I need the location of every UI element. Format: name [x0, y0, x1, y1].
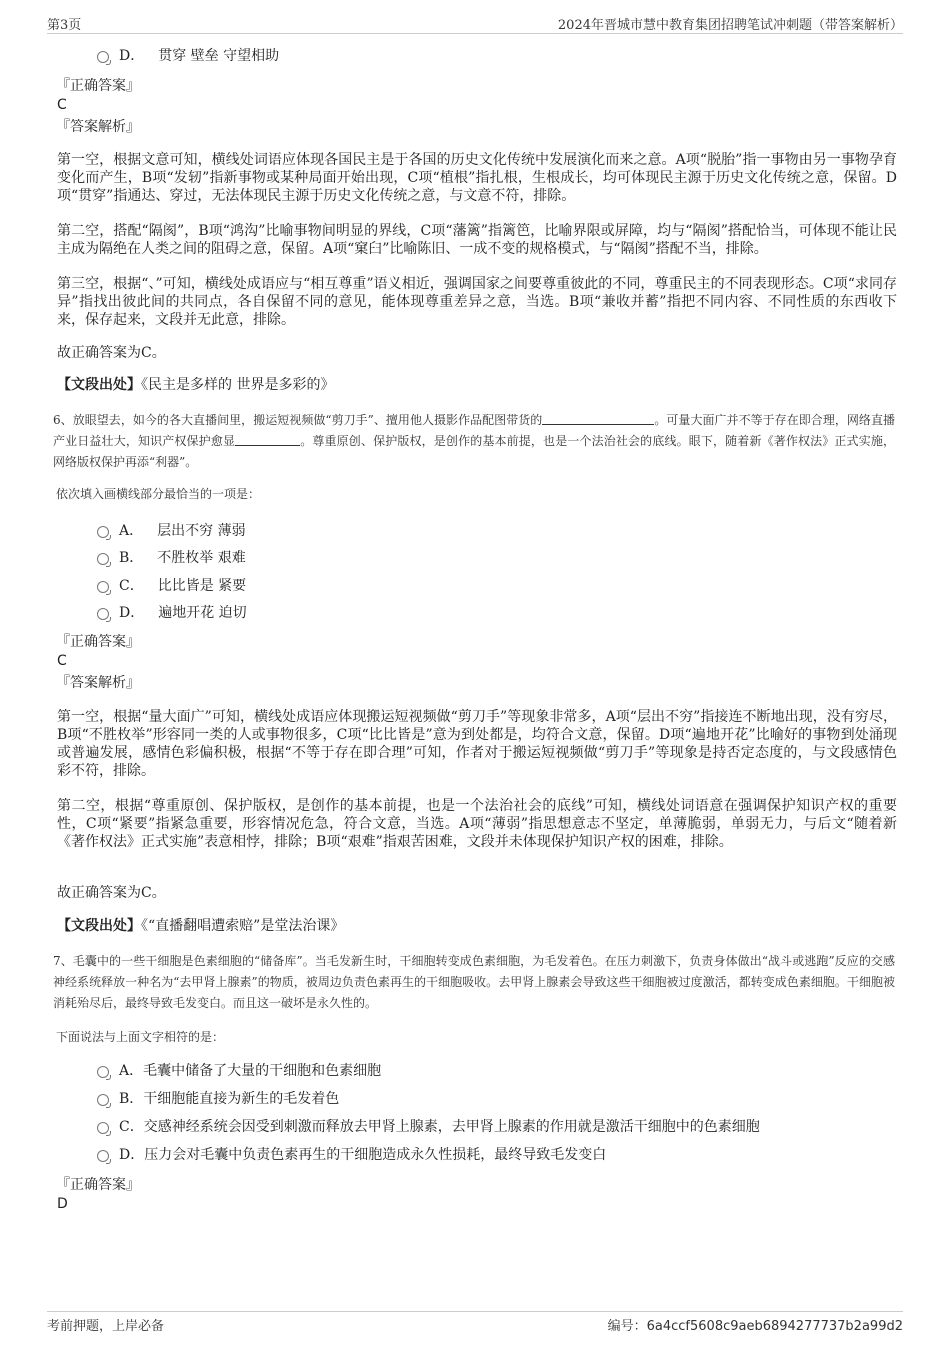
option-text: 贯穿 壁垒 守望相助	[158, 48, 280, 64]
q6-option-c[interactable]	[97, 576, 246, 596]
q6-stem-part-3: 。尊重原创、保护版权，是创作的基本前提，也是一个法治社会的底线。眼下，随着新《著作权法》正式实施，网络版权保护再添“利器”。	[53, 434, 895, 469]
option-letter: D．	[119, 48, 145, 64]
option-text: 压力会对毛囊中负责色素再生的干细胞造成永久性损耗，最终导致毛发变白	[144, 1147, 607, 1163]
q6-stem-part-2: 。可量大面广并不等于存在即合理，网络直播产业日益壮大，知识产权保护愈显	[53, 413, 895, 448]
q7-stem: 7、毛囊中的一些干细胞是色素细胞的“储备库”。当毛发新生时，干细胞转变成色素细胞，为毛发着色。在压力刺激下，负责身体做出“战斗或逃跑”反应的交感神经系统释放一种名为“去甲肾上腺素”的物质，被周边负责色素再生的干细胞吸收。去甲肾上腺素会导致这些干细胞被过度激活，都转变成色素细胞。干细胞被消耗殆尽后，最终导致毛发变白。而且这一破坏是永久性的。	[53, 954, 895, 1010]
q6-analysis-label: 『答案解析』	[56, 675, 140, 691]
q5-analysis-paragraph-1: 第一空，根据文意可知，横线处词语应体现各国民主是于各国的历史文化传统中发展演化而来之意。A项“脱胎”指一事物由另一事物孕育变化而产生，B项“发轫”指新事物或某种局面开始出现，C项“植根”指扎根，生根成长，均可体现民主源于历史文化传统之意，保留。D项“贯穿”指通达、穿过，无法体现民主源于历史文化传统之意，与文意不符，排除。	[57, 152, 897, 204]
radio-button-icon[interactable]	[97, 1094, 109, 1106]
source-bracket-label: 【文段出处】	[57, 918, 141, 934]
answer-blank	[235, 432, 300, 446]
q6-stem-part-1: 6、放眼望去，如今的各大直播间里，搬运短视频做“剪刀手”、擅用他人摄影作品配图带货的	[53, 413, 543, 427]
radio-button-icon[interactable]	[97, 553, 109, 565]
document-code-label: 编号：	[607, 1319, 647, 1334]
option-letter: C．	[119, 578, 144, 594]
q5-conclusion: 故正确答案为C。	[57, 345, 166, 361]
q6-source	[57, 916, 344, 936]
q6-option-d[interactable]	[97, 603, 247, 623]
q7-option-c[interactable]	[97, 1117, 760, 1137]
option-letter: D．	[119, 605, 145, 621]
source-bracket-label: 【文段出处】	[57, 377, 141, 393]
page-header	[47, 14, 903, 34]
answer-blank	[542, 411, 654, 425]
source-title: 《民主是多样的 世界是多彩的》	[141, 377, 335, 393]
q5-analysis-paragraph-2: 第二空，搭配“隔阂”，B项“鸿沟”比喻事物间明显的界线，C项“藩篱”指篱笆，比喻界限或屏障，均与“隔阂”搭配恰当，可体现不能让民主成为隔绝在人类之间的阻碍之意，保留。A项“窠臼”比喻陈旧、一成不变的规格模式，与“隔阂”搭配不当，排除。	[57, 223, 897, 257]
radio-button-icon[interactable]	[97, 1066, 109, 1078]
q7-correct-answer-value: D	[57, 1196, 68, 1212]
option-text: 不胜枚举 艰难	[157, 550, 246, 566]
radio-button-icon[interactable]	[97, 526, 109, 538]
option-text: 遍地开花 迫切	[158, 605, 247, 621]
document-code-value: 6a4ccf5608c9aeb6894277737b2a99d2	[646, 1319, 903, 1334]
q6-correct-answer-label: 『正确答案』	[56, 634, 140, 650]
radio-button-icon[interactable]	[97, 581, 109, 593]
q6-instruction: 依次填入画横线部分最恰当的一项是：	[56, 487, 261, 501]
option-letter: C．	[119, 1119, 144, 1135]
q6-option-b[interactable]	[97, 548, 246, 568]
option-letter: A．	[119, 1063, 144, 1079]
q7-option-d[interactable]	[97, 1145, 606, 1165]
option-letter: D．	[119, 1147, 145, 1163]
q6-option-a[interactable]	[97, 521, 246, 541]
option-letter: B．	[119, 1091, 144, 1107]
q6-analysis-paragraph-2: 第二空，根据“尊重原创、保护版权，是创作的基本前提，也是一个法治社会的底线”可知，横线处词语意在强调保护知识产权的重要性，C项“紧要”指紧急重要，形容情况危急，符合文意，当选。A项“薄弱”指思想意志不坚定，单薄脆弱，单弱无力，与后文“随着新《著作权法》正式实施”表意相悖，排除；B项“艰难”指艰苦困难，文段并未体现保护知识产权的困难，排除。	[57, 798, 897, 850]
q5-correct-answer-value: C	[57, 97, 67, 113]
option-text: 干细胞能直接为新生的毛发着色	[143, 1091, 340, 1107]
footer-slogan: 考前押题，上岸必备	[47, 1319, 165, 1334]
document-code	[608, 1315, 903, 1334]
q5-analysis-paragraph-3: 第三空，根据“、”可知，横线处成语应与“相互尊重”语义相近，强调国家之间要尊重彼此的不同，尊重民主的不同表现形态。C项“求同存异”指找出彼此间的共同点，各自保留不同的意见，能体现尊重差异之意，当选。B项“兼收并蓄”指把不同内容、不同性质的东西收下来，保存起来，文段并无此意，排除。	[57, 276, 897, 328]
q6-stem	[53, 410, 895, 473]
radio-button-icon[interactable]	[97, 51, 109, 63]
q5-analysis-label: 『答案解析』	[56, 119, 140, 135]
q5-correct-answer-label: 『正确答案』	[56, 78, 140, 94]
option-letter: B．	[119, 550, 144, 566]
q5-option-d[interactable]	[97, 46, 279, 66]
radio-button-icon[interactable]	[97, 1150, 109, 1162]
q6-correct-answer-value: C	[57, 653, 67, 669]
page-footer	[47, 1311, 903, 1334]
q7-instruction: 下面说法与上面文字相符的是：	[56, 1030, 225, 1044]
radio-button-icon[interactable]	[97, 1122, 109, 1134]
document-title: 2024年晋城市慧中教育集团招聘笔试冲刺题（带答案解析）	[557, 18, 903, 33]
option-text: 毛囊中储备了大量的干细胞和色素细胞	[143, 1063, 382, 1079]
source-title: 《“直播翻唱遭索赔”是堂法治课》	[141, 918, 345, 934]
q6-analysis-paragraph-1: 第一空，根据“量大面广”可知，横线处成语应体现搬运短视频做“剪刀手”等现象非常多，A项“层出不穷”指接连不断地出现，没有穷尽，B项“不胜枚举”形容同一类的人或事物很多，C项“比比皆是”意为到处都是，均符合文意，保留。D项“遍地开花”比喻好的事物到处涌现或普遍发展，感情色彩偏积极，根据“不等于存在即合理”可知，作者对于搬运短视频做“剪刀手”等现象是持否定态度的，与文段感情色彩不符，排除。	[57, 709, 897, 779]
option-letter: A．	[119, 523, 144, 539]
option-text: 层出不穷 薄弱	[157, 523, 246, 539]
option-text: 交感神经系统会因受到刺激而释放去甲肾上腺素，去甲肾上腺素的作用就是激活干细胞中的色素细胞	[143, 1119, 760, 1135]
q6-conclusion: 故正确答案为C。	[57, 885, 166, 901]
q7-option-a[interactable]	[97, 1061, 381, 1081]
q7-correct-answer-label: 『正确答案』	[56, 1177, 140, 1193]
q7-option-b[interactable]	[97, 1089, 339, 1109]
radio-button-icon[interactable]	[97, 608, 109, 620]
q5-source	[57, 375, 334, 395]
page-number: 第3页	[47, 18, 82, 33]
option-text: 比比皆是 紧要	[157, 578, 247, 594]
